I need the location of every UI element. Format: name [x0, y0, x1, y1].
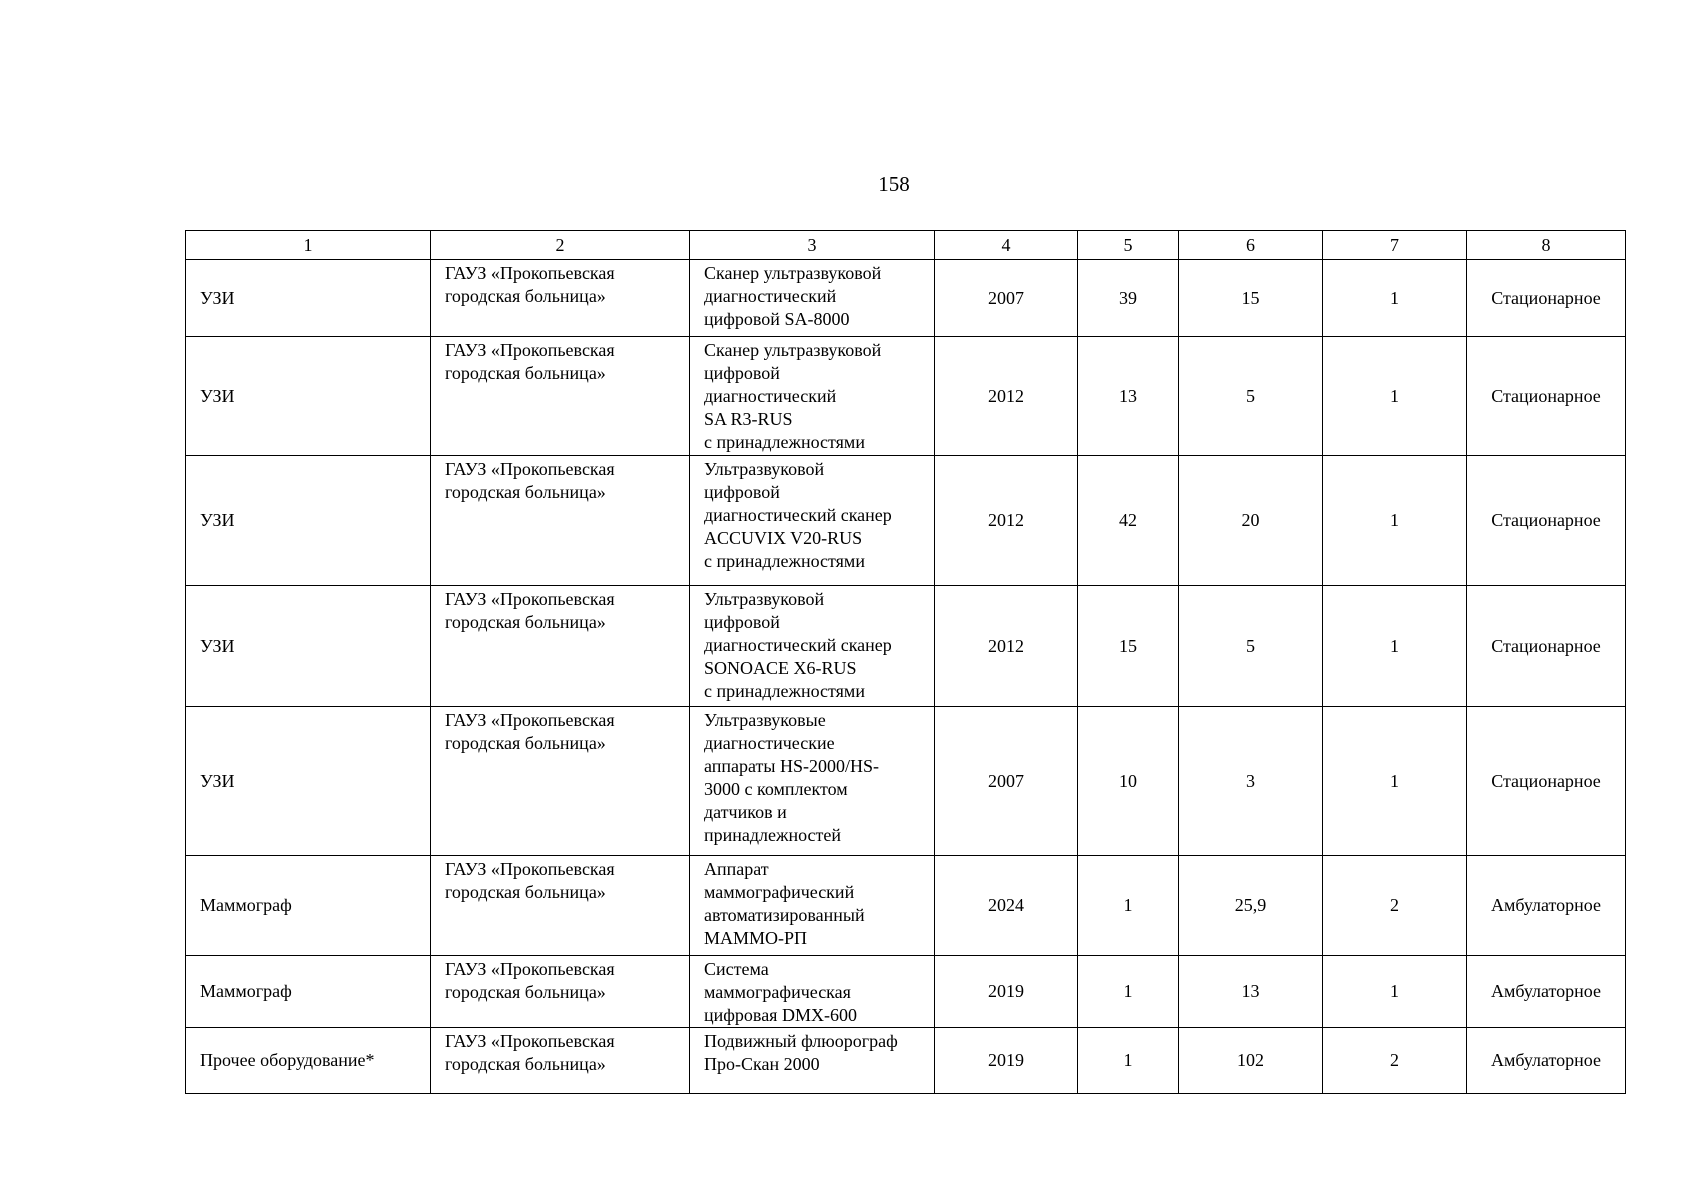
equipment-type-cell: УЗИ: [186, 337, 431, 456]
organization-cell: ГАУЗ «Прокопьевская городская больница»: [431, 586, 690, 707]
col5-cell: 15: [1078, 586, 1179, 707]
organization-cell: ГАУЗ «Прокопьевская городская больница»: [431, 456, 690, 586]
equipment-type-cell: Маммограф: [186, 956, 431, 1028]
equipment-name-cell: Аппарат маммографический автоматизированный МАММО-РП: [690, 856, 935, 956]
equipment-type-cell: УЗИ: [186, 456, 431, 586]
header-cell: 8: [1467, 231, 1626, 260]
equipment-name-cell: Ультразвуковой цифровой диагностический сканер ACCUVIX V20-RUS с принадлежностями: [690, 456, 935, 586]
table-row: [186, 856, 1626, 956]
col7-cell: 2: [1323, 856, 1467, 956]
year-cell: 2007: [935, 260, 1078, 337]
table-header-row: [186, 231, 1626, 260]
year-cell: 2007: [935, 707, 1078, 856]
organization-cell: ГАУЗ «Прокопьевская городская больница»: [431, 1028, 690, 1094]
equipment-type-cell: Прочее оборудование*: [186, 1028, 431, 1094]
col6-cell: 13: [1179, 956, 1323, 1028]
col7-cell: 1: [1323, 456, 1467, 586]
header-cell: 1: [186, 231, 431, 260]
year-cell: 2019: [935, 1028, 1078, 1094]
mode-cell: Амбулаторное: [1467, 856, 1626, 956]
col6-cell: 15: [1179, 260, 1323, 337]
mode-cell: Амбулаторное: [1467, 1028, 1626, 1094]
equipment-name-cell: Сканер ультразвуковой диагностический цифровой SA-8000: [690, 260, 935, 337]
organization-cell: ГАУЗ «Прокопьевская городская больница»: [431, 337, 690, 456]
year-cell: 2024: [935, 856, 1078, 956]
mode-cell: Стационарное: [1467, 456, 1626, 586]
col7-cell: 1: [1323, 956, 1467, 1028]
header-cell: 2: [431, 231, 690, 260]
col7-cell: 1: [1323, 707, 1467, 856]
col6-cell: 5: [1179, 586, 1323, 707]
organization-cell: ГАУЗ «Прокопьевская городская больница»: [431, 260, 690, 337]
col6-cell: 20: [1179, 456, 1323, 586]
header-cell: 6: [1179, 231, 1323, 260]
col6-cell: 25,9: [1179, 856, 1323, 956]
col7-cell: 1: [1323, 337, 1467, 456]
mode-cell: Стационарное: [1467, 260, 1626, 337]
equipment-type-cell: УЗИ: [186, 586, 431, 707]
header-cell: 5: [1078, 231, 1179, 260]
table-row: [186, 260, 1626, 337]
col5-cell: 1: [1078, 956, 1179, 1028]
equipment-type-cell: УЗИ: [186, 260, 431, 337]
col5-cell: 42: [1078, 456, 1179, 586]
mode-cell: Стационарное: [1467, 707, 1626, 856]
header-cell: 4: [935, 231, 1078, 260]
year-cell: 2012: [935, 337, 1078, 456]
equipment-name-cell: Ультразвуковые диагностические аппараты HS-2000/HS- 3000 с комплектом датчиков и принадлежностей: [690, 707, 935, 856]
col6-cell: 3: [1179, 707, 1323, 856]
equipment-name-cell: Подвижный флюорограф Про-Скан 2000: [690, 1028, 935, 1094]
col5-cell: 13: [1078, 337, 1179, 456]
equipment-table: [185, 230, 1626, 1094]
table-row: [186, 586, 1626, 707]
organization-cell: ГАУЗ «Прокопьевская городская больница»: [431, 856, 690, 956]
col5-cell: 39: [1078, 260, 1179, 337]
col6-cell: 102: [1179, 1028, 1323, 1094]
col5-cell: 10: [1078, 707, 1179, 856]
equipment-type-cell: УЗИ: [186, 707, 431, 856]
organization-cell: ГАУЗ «Прокопьевская городская больница»: [431, 707, 690, 856]
header-cell: 3: [690, 231, 935, 260]
col7-cell: 1: [1323, 586, 1467, 707]
col7-cell: 2: [1323, 1028, 1467, 1094]
page-number: 158: [878, 172, 910, 196]
table-row: [186, 337, 1626, 456]
mode-cell: Амбулаторное: [1467, 956, 1626, 1028]
table-row: [186, 956, 1626, 1028]
equipment-type-cell: Маммограф: [186, 856, 431, 956]
table-row: [186, 456, 1626, 586]
equipment-name-cell: Сканер ультразвуковой цифровой диагностический SA R3-RUS с принадлежностями: [690, 337, 935, 456]
year-cell: 2012: [935, 586, 1078, 707]
header-cell: 7: [1323, 231, 1467, 260]
table-row: [186, 1028, 1626, 1094]
mode-cell: Стационарное: [1467, 586, 1626, 707]
equipment-name-cell: Система маммографическая цифровая DMX-600: [690, 956, 935, 1028]
col5-cell: 1: [1078, 1028, 1179, 1094]
equipment-name-cell: Ультразвуковой цифровой диагностический сканер SONOACE X6-RUS с принадлежностями: [690, 586, 935, 707]
col5-cell: 1: [1078, 856, 1179, 956]
organization-cell: ГАУЗ «Прокопьевская городская больница»: [431, 956, 690, 1028]
year-cell: 2019: [935, 956, 1078, 1028]
table-row: [186, 707, 1626, 856]
col7-cell: 1: [1323, 260, 1467, 337]
col6-cell: 5: [1179, 337, 1323, 456]
year-cell: 2012: [935, 456, 1078, 586]
mode-cell: Стационарное: [1467, 337, 1626, 456]
